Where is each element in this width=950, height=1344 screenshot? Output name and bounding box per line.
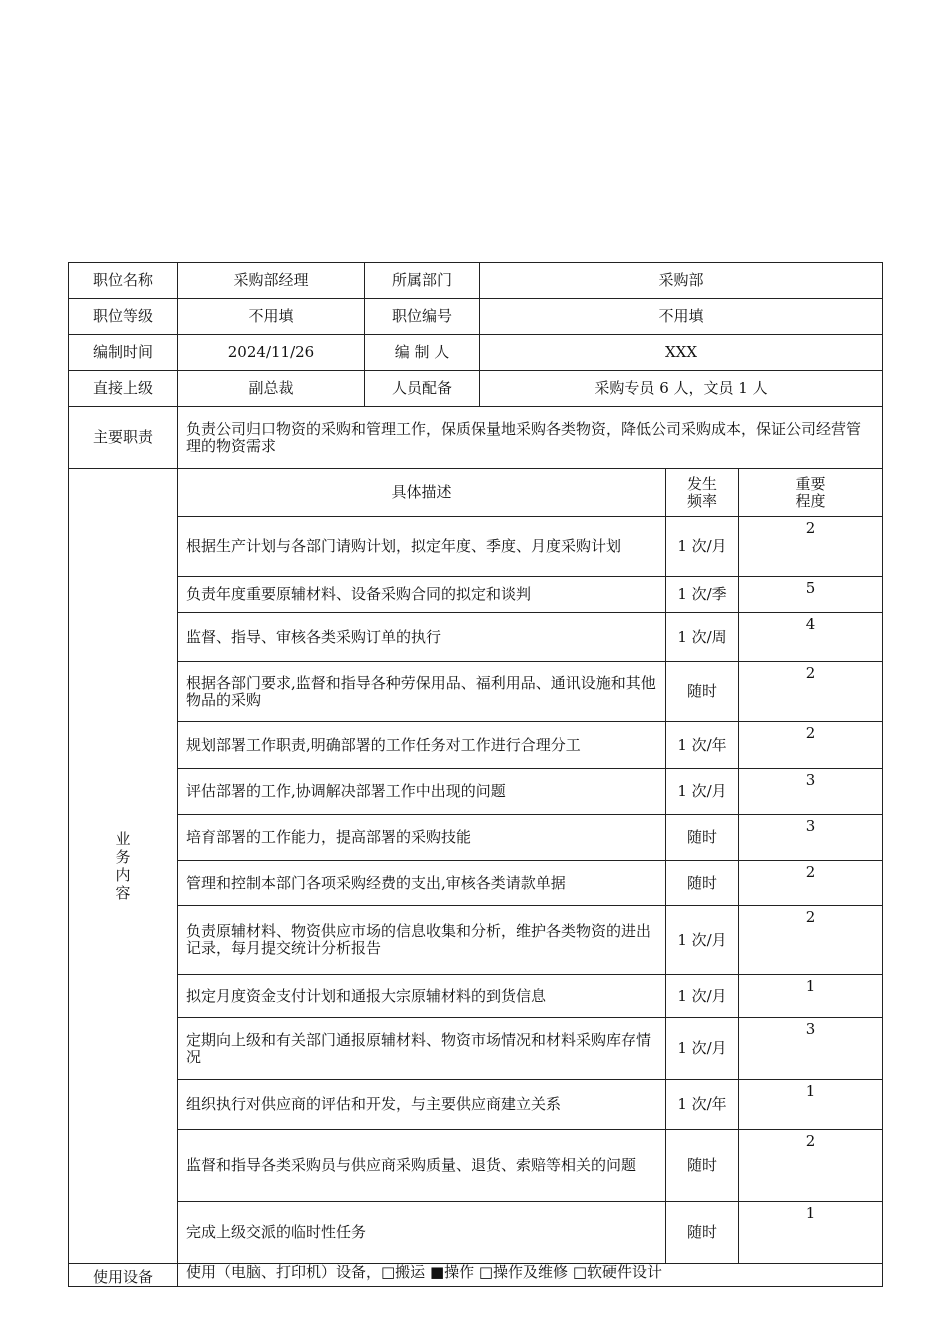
code-label: 职位编号 [365,299,480,335]
task-desc: 评估部署的工作,协调解决部署工作中出现的问题 [178,769,666,815]
task-freq: 1 次/周 [666,613,739,662]
table-row [69,722,883,769]
table-row [69,1130,883,1202]
date-label: 编制时间 [69,335,178,371]
task-desc: 定期向上级和有关部门通报原辅材料、物资市场情况和材料采购库存情况 [178,1018,666,1080]
col-header-freq: 发生 频率 [666,469,739,517]
staff-value: 采购专员 6 人，文员 1 人 [480,371,883,407]
task-freq: 1 次/月 [666,1018,739,1080]
task-desc: 监督和指导各类采购员与供应商采购质量、退货、索赔等相关的问题 [178,1130,666,1202]
dept-label: 所属部门 [365,263,480,299]
task-importance: 1 [739,975,883,1018]
task-importance: 2 [739,722,883,769]
business-label [69,469,178,1264]
job-description-table [68,262,883,1287]
task-desc: 组织执行对供应商的评估和开发，与主要供应商建立关系 [178,1080,666,1130]
author-label: 编 制 人 [365,335,480,371]
table-row [69,517,883,577]
task-importance: 1 [739,1080,883,1130]
task-freq: 1 次/月 [666,906,739,975]
superior-label: 直接上级 [69,371,178,407]
business-label-char: 内 [115,866,131,884]
task-freq: 1 次/月 [666,517,739,577]
task-freq: 随时 [666,815,739,861]
task-importance: 2 [739,861,883,906]
task-freq: 随时 [666,861,739,906]
position-name-value: 采购部经理 [178,263,365,299]
task-importance: 3 [739,1018,883,1080]
task-freq: 1 次/月 [666,975,739,1018]
table-row [69,1080,883,1130]
table-row [69,1018,883,1080]
task-freq: 1 次/年 [666,722,739,769]
task-desc: 根据各部门要求,监督和指导各种劳保用品、福利用品、通讯设施和其他物品的采购 [178,662,666,722]
table-row [69,975,883,1018]
table-row [69,613,883,662]
task-importance: 3 [739,769,883,815]
task-importance: 3 [739,815,883,861]
table-row [69,1202,883,1264]
task-freq: 随时 [666,1202,739,1264]
task-desc: 完成上级交派的临时性任务 [178,1202,666,1264]
task-desc: 管理和控制本部门各项采购经费的支出,审核各类请款单据 [178,861,666,906]
task-importance: 2 [739,517,883,577]
equipment-text: 使用（电脑、打印机）设备，□搬运 ■操作 □操作及维修 □软硬件设计 [178,1264,883,1287]
grade-label: 职位等级 [69,299,178,335]
dept-value: 采购部 [480,263,883,299]
table-row [69,861,883,906]
table-row [69,577,883,613]
task-freq: 1 次/季 [666,577,739,613]
main-duty-text: 负责公司归口物资的采购和管理工作，保质保量地采购各类物资，降低公司采购成本，保证公司经营管理的物资需求 [178,407,883,469]
table-row [69,769,883,815]
table-row [69,662,883,722]
task-freq: 随时 [666,1130,739,1202]
position-name-label: 职位名称 [69,263,178,299]
task-importance: 5 [739,577,883,613]
task-desc: 监督、指导、审核各类采购订单的执行 [178,613,666,662]
task-desc: 拟定月度资金支付计划和通报大宗原辅材料的到货信息 [178,975,666,1018]
main-duty-label: 主要职责 [69,407,178,469]
date-value: 2024/11/26 [178,335,365,371]
task-freq: 1 次/月 [666,769,739,815]
task-importance: 4 [739,613,883,662]
task-desc: 根据生产计划与各部门请购计划，拟定年度、季度、月度采购计划 [178,517,666,577]
business-label-char: 务 [115,848,131,866]
task-importance: 1 [739,1202,883,1264]
business-label-char: 业 [115,830,131,848]
task-desc: 规划部署工作职责,明确部署的工作任务对工作进行合理分工 [178,722,666,769]
table-row [69,906,883,975]
superior-value: 副总裁 [178,371,365,407]
task-importance: 2 [739,662,883,722]
staff-label: 人员配备 [365,371,480,407]
task-importance: 2 [739,906,883,975]
equipment-label: 使用设备 [69,1264,178,1287]
task-desc: 负责年度重要原辅材料、设备采购合同的拟定和谈判 [178,577,666,613]
col-header-importance: 重要 程度 [739,469,883,517]
author-value: XXX [480,335,883,371]
business-label-char: 容 [115,884,131,902]
grade-value: 不用填 [178,299,365,335]
task-importance: 2 [739,1130,883,1202]
table-row [69,815,883,861]
task-desc: 负责原辅材料、物资供应市场的信息收集和分析，维护各类物资的进出记录，每月提交统计分析报告 [178,906,666,975]
task-freq: 随时 [666,662,739,722]
task-desc: 培育部署的工作能力，提高部署的采购技能 [178,815,666,861]
code-value: 不用填 [480,299,883,335]
task-freq: 1 次/年 [666,1080,739,1130]
col-header-desc: 具体描述 [178,469,666,517]
